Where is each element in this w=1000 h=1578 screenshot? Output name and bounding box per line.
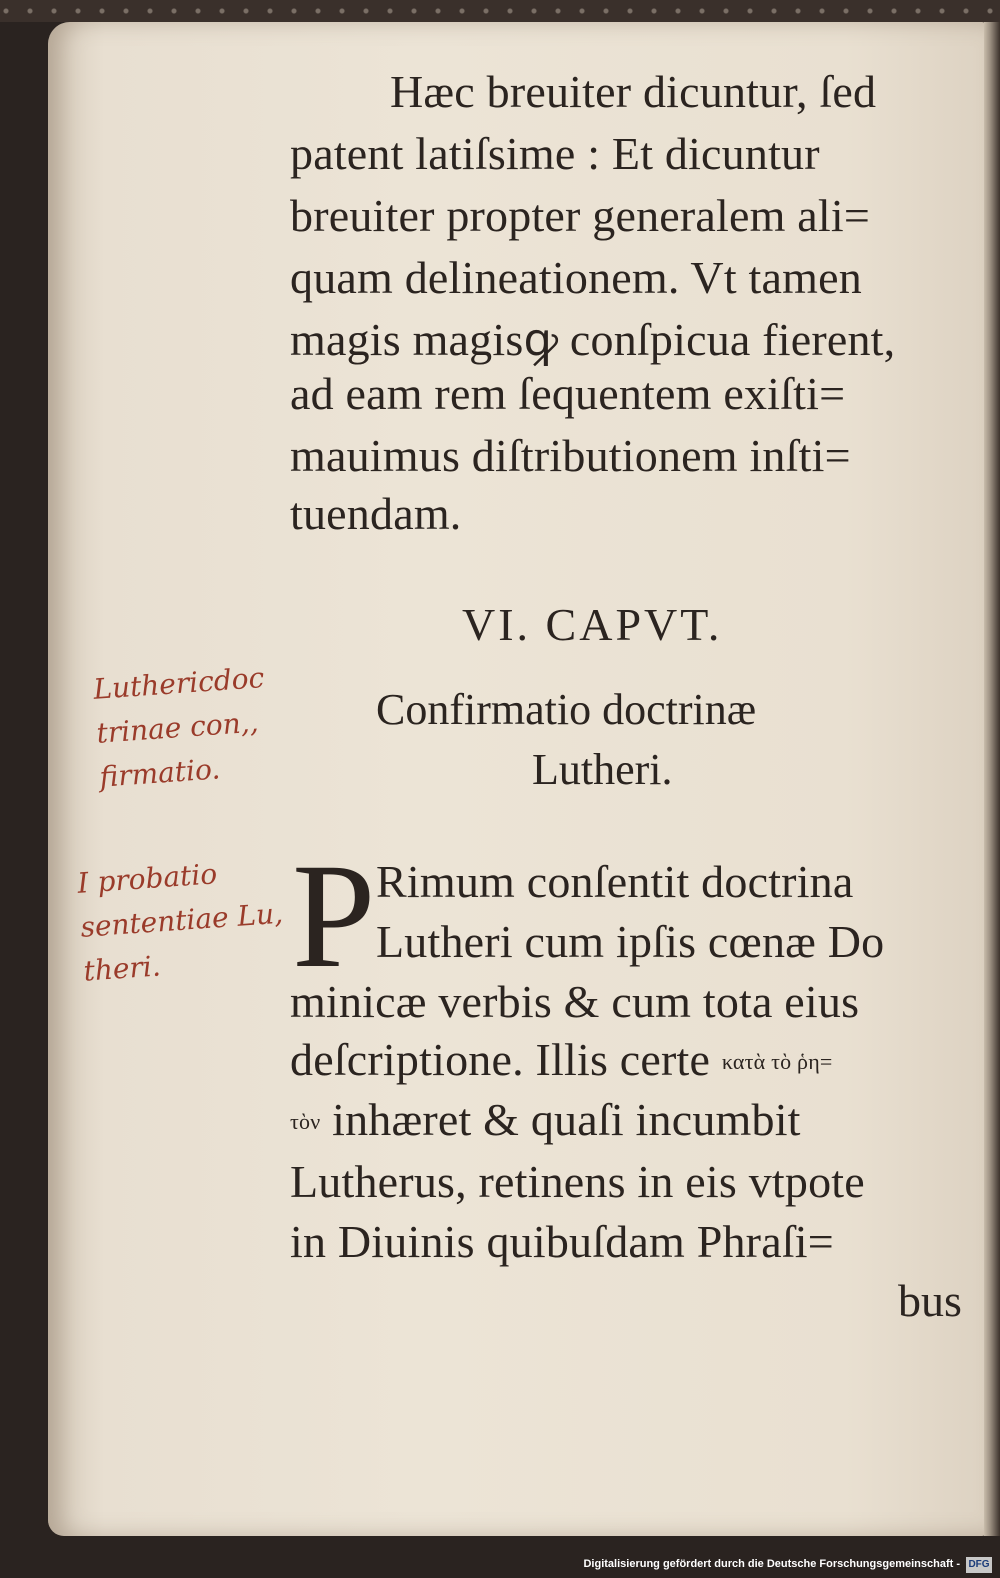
text-line — [290, 1030, 833, 1092]
margin-note-line: firmatio. — [98, 752, 222, 794]
margin-note-line: sententiae Lu, — [79, 896, 284, 944]
margin-note-line: I probatio — [76, 857, 219, 900]
text-line: mauimus diſtributionem inſti= — [290, 430, 851, 481]
handwritten-margin-note — [92, 656, 272, 800]
text-line: in Diuinis quibuſdam Phraſi= — [290, 1216, 834, 1267]
text-line: ad eam rem ſequentem exiſti= — [290, 368, 846, 419]
chapter-heading: VI. CAPVT. — [462, 599, 723, 650]
dfg-logo: DFG — [966, 1557, 992, 1573]
catchword: bus — [898, 1275, 962, 1326]
margin-note-line: theri. — [82, 949, 162, 988]
margin-note-line: trinae con,, — [95, 705, 260, 750]
drop-capital: P — [292, 833, 376, 999]
text-line: Lutherus, retinens in eis vtpote — [290, 1156, 865, 1207]
greek-phrase: τὸν — [290, 1109, 321, 1134]
margin-note-line: Luthericdoc — [92, 661, 266, 706]
greek-phrase: κατὰ τὸ ῥη= — [721, 1049, 833, 1074]
page-gutter — [984, 22, 1000, 1536]
text-line: minicæ verbis & cum tota eius — [290, 976, 860, 1027]
text-line: Lutheri cum ipſis cœnæ Do — [376, 916, 885, 967]
text-line: quam delineationem. Vt tamen — [290, 252, 862, 303]
chapter-subtitle-line-2: Lutheri. — [532, 745, 673, 794]
text-line: tuendam. — [290, 488, 462, 539]
book-edge-top — [0, 0, 1000, 22]
handwritten-margin-note — [76, 848, 287, 994]
digitization-credit: Digitalisierung gefördert durch die Deutsche Forschungsgemeinschaft - — [583, 1558, 960, 1570]
text-line: breuiter propter generalem ali= — [290, 190, 871, 241]
text-line: magis magisꝙ conſpicua fierent, — [290, 314, 896, 365]
text-segment: deſcriptione. Illis certe — [290, 1034, 711, 1085]
text-line: Rimum conſentit doctrina — [376, 856, 854, 907]
footer-bar — [0, 1536, 1000, 1578]
text-line — [290, 1090, 801, 1152]
text-line: patent latiſsime : Et dicuntur — [290, 128, 820, 179]
text-segment: inhæret & quaſi incumbit — [332, 1094, 801, 1145]
chapter-subtitle-line-1: Confirmatio doctrinæ — [376, 685, 757, 734]
text-line: Hæc breuiter dicuntur, ſed — [390, 66, 877, 117]
